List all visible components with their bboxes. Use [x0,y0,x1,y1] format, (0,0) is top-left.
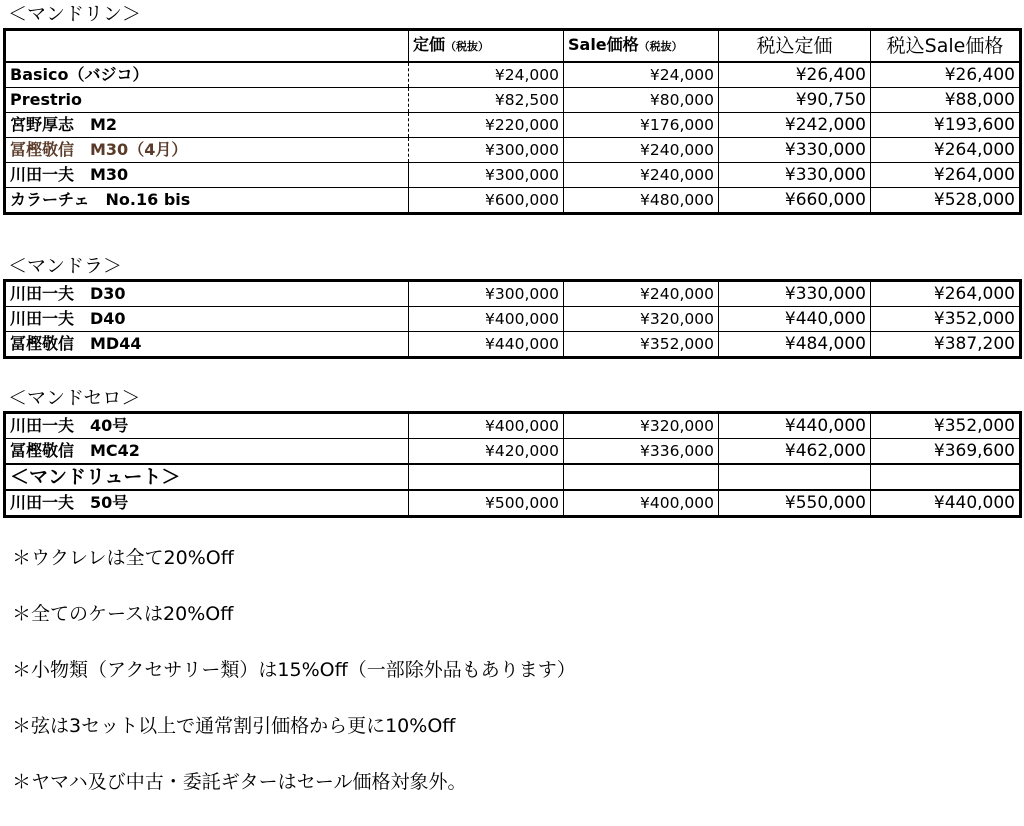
sale-price: ¥352,000 [564,332,719,358]
sale-price: ¥240,000 [564,281,719,307]
sale-price: ¥240,000 [564,163,719,188]
mandolin-heading: ＜マンドリン＞ [8,3,142,25]
sale-price-tax: ¥387,200 [871,332,1021,358]
sale-price-tax: ¥264,000 [871,138,1021,163]
mandolute-heading: ＜マンドリュート＞ [5,464,409,490]
sale-price: ¥24,000 [564,62,719,88]
product-name: 冨樫敬信 MD44 [5,332,409,358]
list-price-tax: ¥550,000 [719,490,871,517]
list-price: ¥220,000 [409,113,564,138]
list-price-tax: ¥462,000 [719,439,871,465]
list-price: ¥420,000 [409,439,564,465]
list-price-tax: ¥484,000 [719,332,871,358]
sale-price-tax: ¥528,000 [871,188,1021,214]
note-strings: ＊弦は3セット以上で通常割引価格から更に10%Off [12,715,456,737]
note-ukulele: ＊ウクレレは全て20%Off [12,547,234,569]
mandolute-rows [5,490,1021,517]
mandolin-price-table [3,28,1022,215]
price-row [5,332,1021,358]
list-price: ¥400,000 [409,413,564,439]
sale-price: ¥240,000 [564,138,719,163]
price-row [5,188,1021,214]
list-price-tax: ¥440,000 [719,413,871,439]
list-price-tax: ¥330,000 [719,281,871,307]
mandolute-subheading-row [5,464,1021,490]
sale-price: ¥80,000 [564,88,719,113]
sale-price: ¥480,000 [564,188,719,214]
price-row [5,163,1021,188]
mandola-heading: ＜マンドラ＞ [8,255,123,277]
product-name: 川田一夫 M30 [5,163,409,188]
mandola-price-table [3,279,1022,359]
price-row [5,413,1021,439]
header-list-price: 定価（税抜） [409,30,564,63]
list-price-tax: ¥660,000 [719,188,871,214]
notes-list [12,546,576,826]
sale-price-tax: ¥369,600 [871,439,1021,465]
list-price-tax: ¥440,000 [719,307,871,332]
list-price-tax: ¥330,000 [719,138,871,163]
product-name: 冨樫敬信 MC42 [5,439,409,465]
list-price: ¥300,000 [409,163,564,188]
list-price: ¥300,000 [409,138,564,163]
list-price: ¥440,000 [409,332,564,358]
product-name: カラーチェ No.16 bis [5,188,409,214]
list-price: ¥500,000 [409,490,564,517]
price-row [5,113,1021,138]
sale-price: ¥320,000 [564,307,719,332]
sale-price-tax: ¥352,000 [871,307,1021,332]
sale-price: ¥400,000 [564,490,719,517]
note-accessories: ＊小物類（アクセサリー類）は15%Off（一部除外品もあります） [12,659,576,681]
price-table-header [5,30,1021,63]
sale-price-tax: ¥264,000 [871,163,1021,188]
price-row [5,138,1021,163]
list-price-tax: ¥26,400 [719,62,871,88]
header-list-price-tax: 税込定価 [719,30,871,63]
list-price: ¥600,000 [409,188,564,214]
list-price: ¥400,000 [409,307,564,332]
product-name: Prestrio [5,88,409,113]
sale-price: ¥176,000 [564,113,719,138]
sale-price-tax: ¥193,600 [871,113,1021,138]
mandolin-rows [5,62,1021,214]
sale-price-tax: ¥26,400 [871,62,1021,88]
product-name: 川田一夫 40号 [5,413,409,439]
sale-price-tax: ¥264,000 [871,281,1021,307]
product-name: 川田一夫 50号 [5,490,409,517]
product-name: Basico（バジコ） [5,62,409,88]
mandocello-rows [5,413,1021,465]
price-row [5,281,1021,307]
header-sale-price: Sale価格（税抜） [564,30,719,63]
sale-price-tax: ¥352,000 [871,413,1021,439]
list-price-tax: ¥90,750 [719,88,871,113]
sale-price-tax: ¥88,000 [871,88,1021,113]
header-blank [5,30,409,63]
list-price-tax: ¥242,000 [719,113,871,138]
price-row [5,439,1021,465]
product-name: 宮野厚志 M2 [5,113,409,138]
product-name: 川田一夫 D40 [5,307,409,332]
sale-price: ¥336,000 [564,439,719,465]
mandola-rows [5,281,1021,358]
note-excluded: ＊ヤマハ及び中古・委託ギターはセール価格対象外。 [12,771,467,793]
mandocello-price-table [3,411,1022,518]
price-row [5,307,1021,332]
price-row [5,62,1021,88]
list-price: ¥82,500 [409,88,564,113]
product-name: 川田一夫 D30 [5,281,409,307]
product-name: 冨樫敬信 M30（4月） [5,138,409,163]
sale-price-tax: ¥440,000 [871,490,1021,517]
list-price-tax: ¥330,000 [719,163,871,188]
price-row [5,88,1021,113]
list-price: ¥24,000 [409,62,564,88]
price-row [5,490,1021,517]
sale-price: ¥320,000 [564,413,719,439]
list-price: ¥300,000 [409,281,564,307]
header-sale-price-tax: 税込Sale価格 [871,30,1021,63]
mandocello-heading: ＜マンドセロ＞ [8,387,141,409]
note-cases: ＊全てのケースは20%Off [12,603,234,625]
